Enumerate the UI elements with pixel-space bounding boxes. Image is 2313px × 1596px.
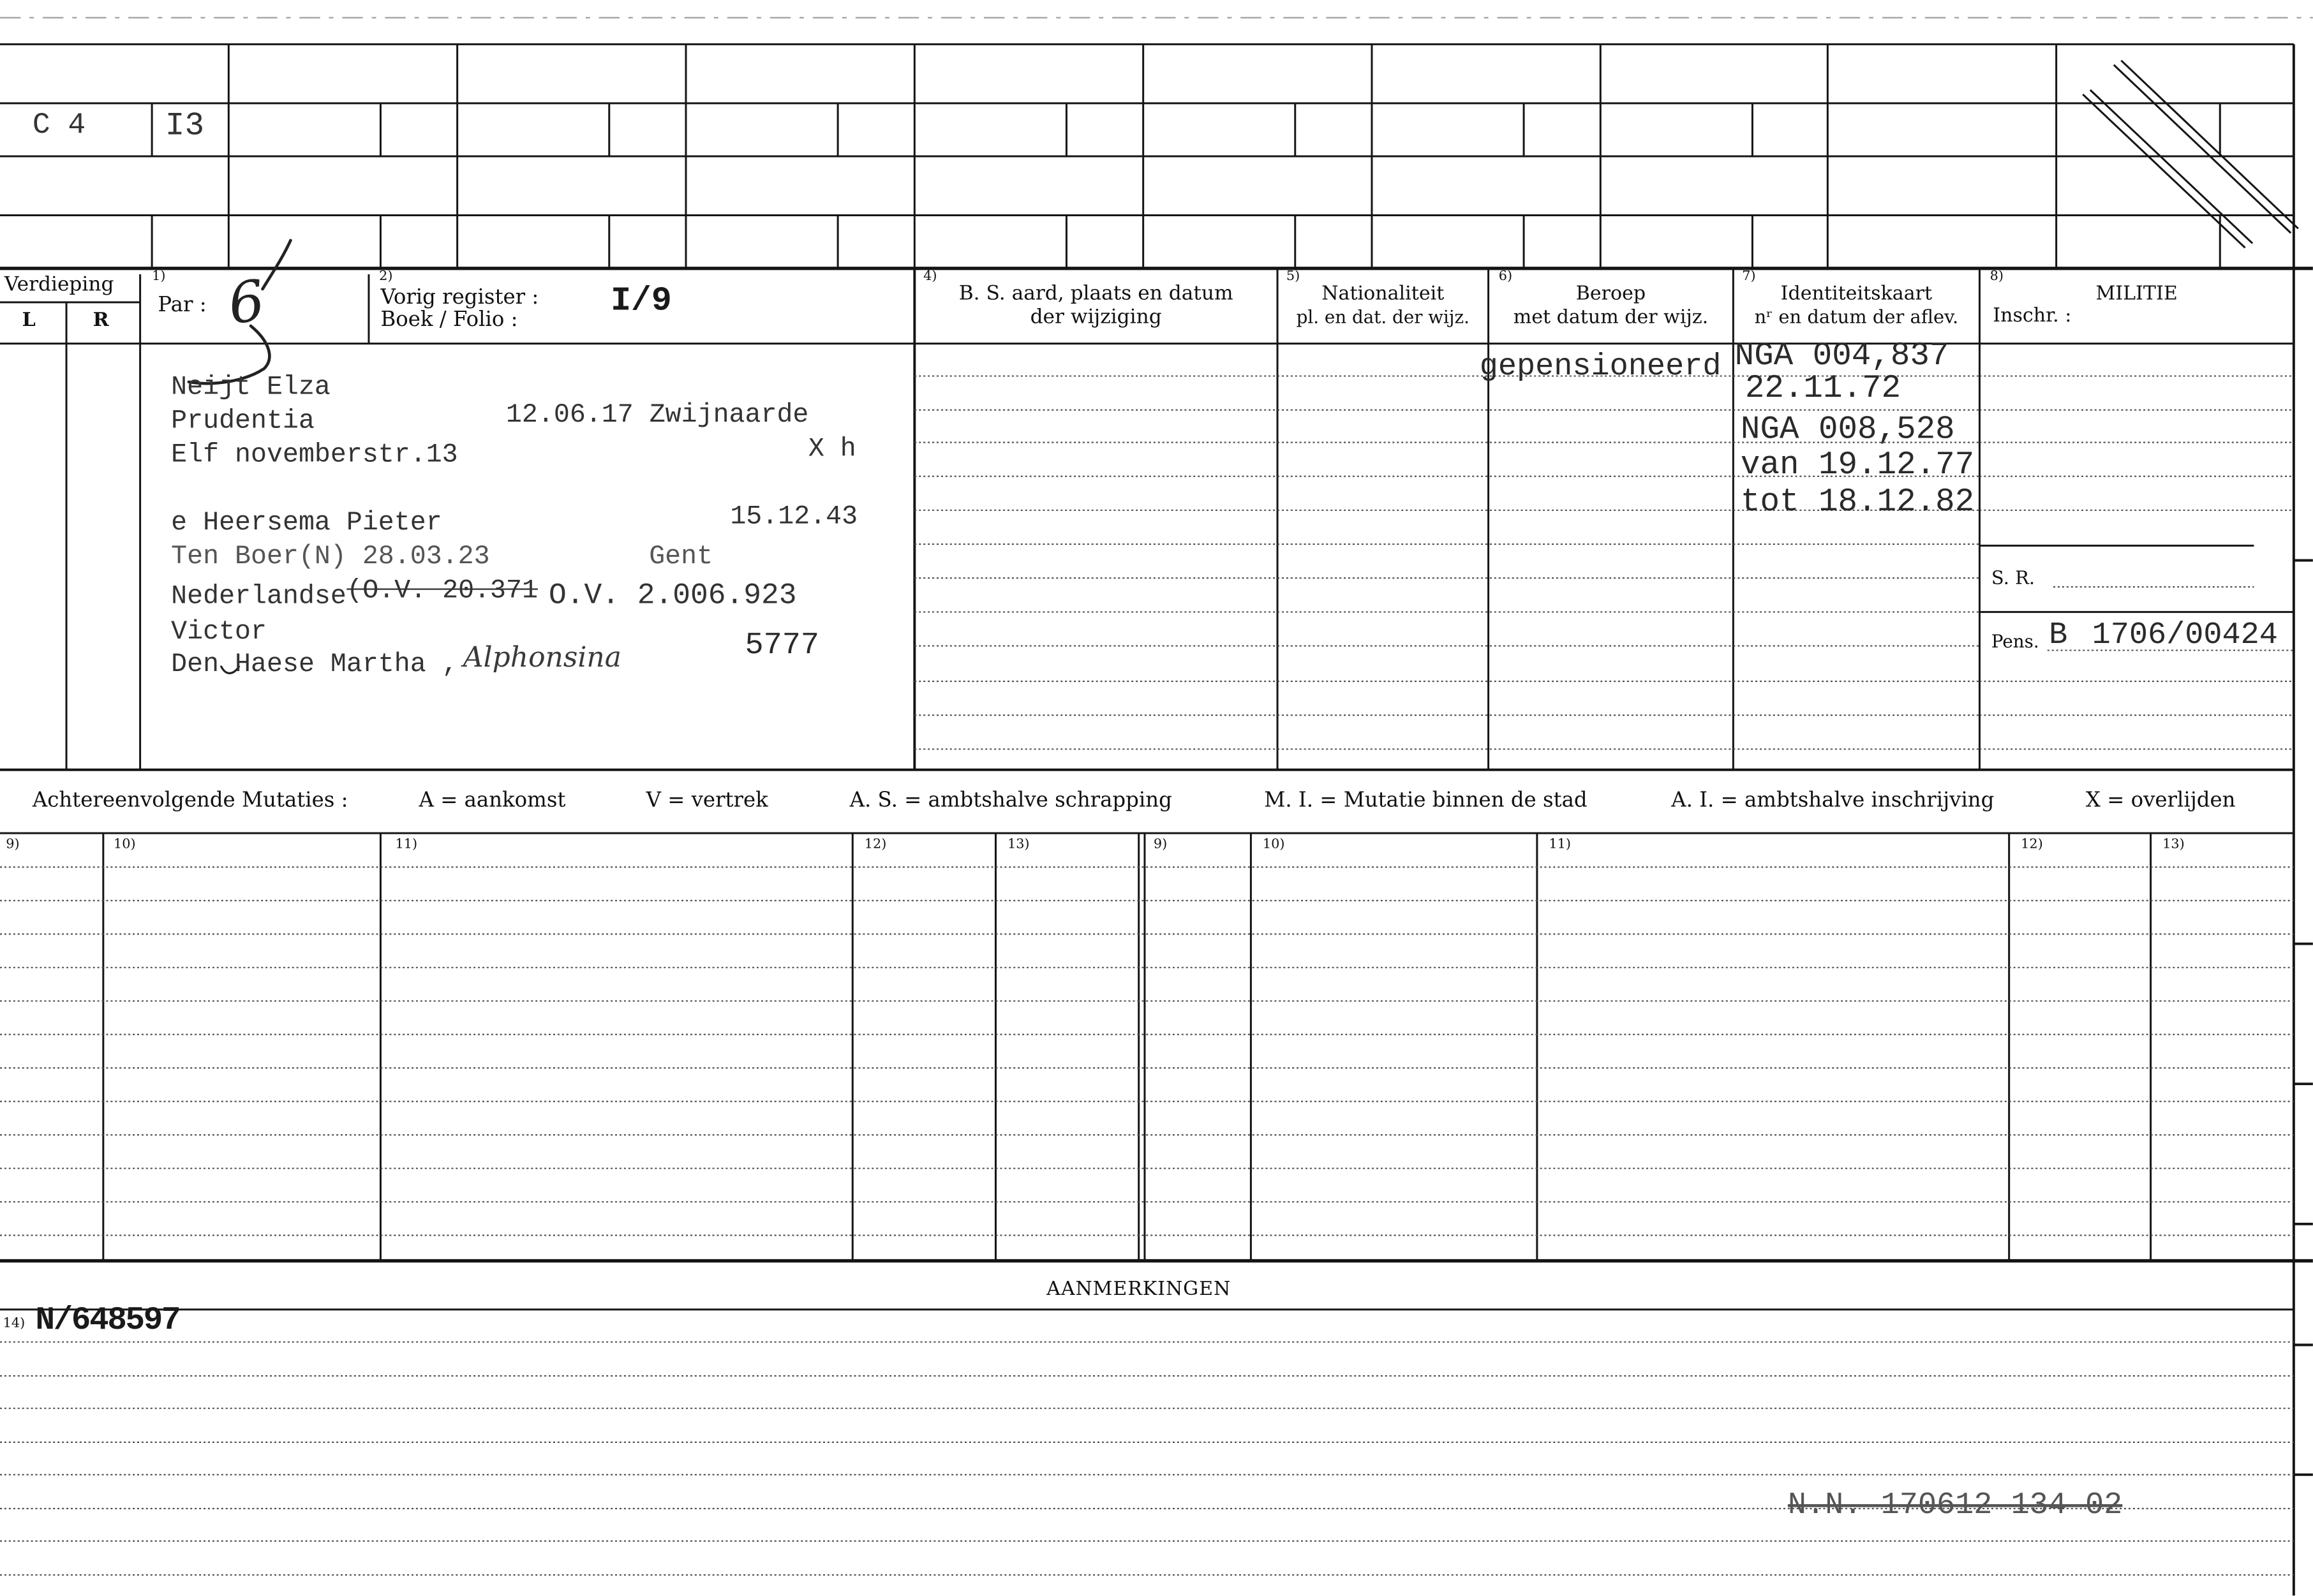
- nationaliteit-header-line1: Nationaliteit: [1321, 283, 1445, 306]
- mutation-column-label: 12): [2021, 838, 2043, 853]
- bs-header-line2: der wijziging: [1030, 305, 1162, 329]
- mutation-column-label: 13): [1007, 838, 1030, 853]
- bs-header-line1: B. S. aard, plaats en datum: [958, 281, 1233, 306]
- id-card-entry: 22.11.72: [1744, 370, 1901, 408]
- militie-inschr-label: Inschr. :: [1993, 305, 2072, 328]
- mutation-column-label: 11): [395, 838, 418, 853]
- mutation-column-label: 9): [6, 838, 20, 853]
- id-card-entry: NGA 004,837: [1734, 337, 1949, 375]
- mutation-column-label: 10): [114, 838, 136, 853]
- marriage-place: Gent: [649, 542, 713, 572]
- person-mark: X h: [808, 434, 856, 465]
- spouse-birth: Ten Boer(N) 28.03.23: [171, 542, 490, 572]
- mutaties-legend-item: V = vertrek: [646, 788, 768, 813]
- mutaties-legend-item: A. S. = ambtshalve schrapping: [849, 788, 1172, 813]
- verdieping-label: Verdieping: [4, 272, 114, 297]
- top-grid-number: I3: [165, 107, 204, 145]
- mutaties-legend-item: X = overlijden: [2085, 788, 2236, 813]
- par-number: 1): [152, 270, 166, 285]
- par-label: Par :: [158, 293, 207, 318]
- nationality: Nederlandse: [171, 582, 346, 612]
- aanmerkingen-title: AANMERKINGEN: [1046, 1278, 1231, 1301]
- bs-number: 4): [923, 270, 937, 285]
- mutaties-legend-item: M. I. = Mutatie binnen de stad: [1264, 788, 1588, 813]
- mutation-column-label: 12): [864, 838, 887, 853]
- mutaties-legend-item: A. I. = ambtshalve inschrijving: [1671, 788, 1995, 813]
- vorig-register-label: Vorig register :: [380, 286, 539, 310]
- beroep-number: 6): [1498, 270, 1513, 285]
- old-ov-number: (O.V. 20.371: [346, 576, 538, 607]
- beroep-header-line2: met datum der wijz.: [1513, 306, 1709, 329]
- mother-handwritten-name: Alphonsina: [463, 641, 621, 674]
- vorig-register-number: 2): [379, 270, 393, 285]
- id-card-entry: tot 18.12.82: [1740, 484, 1975, 521]
- nationaliteit-number: 5): [1286, 270, 1300, 285]
- mutation-column-label: 9): [1153, 838, 1168, 853]
- mutation-column-label: 13): [2162, 838, 2185, 853]
- militie-sr-label: S. R.: [1991, 566, 2035, 589]
- beroep-value: gepensioneerd: [1479, 351, 1722, 385]
- militie-pens-value: B 1706/00424: [2049, 619, 2278, 654]
- boek-folio-label: Boek / Folio :: [380, 308, 518, 332]
- person-address: Elf novemberstr.13: [171, 441, 458, 471]
- aanmerkingen-note: N.N. 170612 134 02: [1787, 1489, 2123, 1524]
- nationaliteit-header-line2: pl. en dat. der wijz.: [1296, 306, 1469, 328]
- aanmerkingen-value: N/648597: [35, 1302, 180, 1340]
- militie-number: 8): [1989, 270, 2004, 285]
- mutaties-legend-item: A = aankomst: [419, 788, 566, 813]
- spouse-name: e Heersema Pieter: [171, 508, 442, 538]
- identiteitskaart-header-line1: Identiteitskaart: [1780, 283, 1933, 306]
- marriage-date: 15.12.43: [730, 503, 858, 533]
- mutaties-title: Achtereenvolgende Mutaties :: [32, 788, 348, 813]
- beroep-header-line1: Beroep: [1575, 283, 1646, 306]
- handwriting-stroke-upper: [263, 240, 291, 289]
- father-name: Victor: [171, 617, 267, 647]
- mutation-column-label: 10): [1262, 838, 1285, 853]
- verdieping-left-label: L: [22, 309, 36, 332]
- person-first-name: Prudentia: [171, 407, 315, 437]
- mutation-column-label: 11): [1549, 838, 1571, 853]
- aanmerkingen-number: 14): [3, 1317, 26, 1332]
- verdieping-right-label: R: [93, 309, 109, 332]
- person-name: Neijt Elza: [171, 373, 331, 403]
- person-number: 5777: [745, 630, 820, 664]
- par-handwritten-value: 6: [224, 267, 269, 337]
- id-card-entry: NGA 008,528: [1740, 411, 1955, 448]
- person-birth: 12.06.17 Zwijnaarde: [505, 401, 809, 431]
- top-grid-block-code: C 4: [32, 109, 86, 144]
- ov-number: O.V. 2.006.923: [548, 579, 797, 614]
- identiteitskaart-number: 7): [1742, 270, 1756, 285]
- vorig-register-value: I/9: [611, 281, 672, 320]
- id-card-entry: van 19.12.77: [1740, 447, 1975, 484]
- identiteitskaart-header-line2: nʳ en datum der aflev.: [1754, 305, 1959, 328]
- mother-name: Den Haese Martha ,: [171, 650, 458, 680]
- militie-pens-label: Pens.: [1991, 631, 2039, 652]
- militie-title: MILITIE: [2095, 283, 2178, 306]
